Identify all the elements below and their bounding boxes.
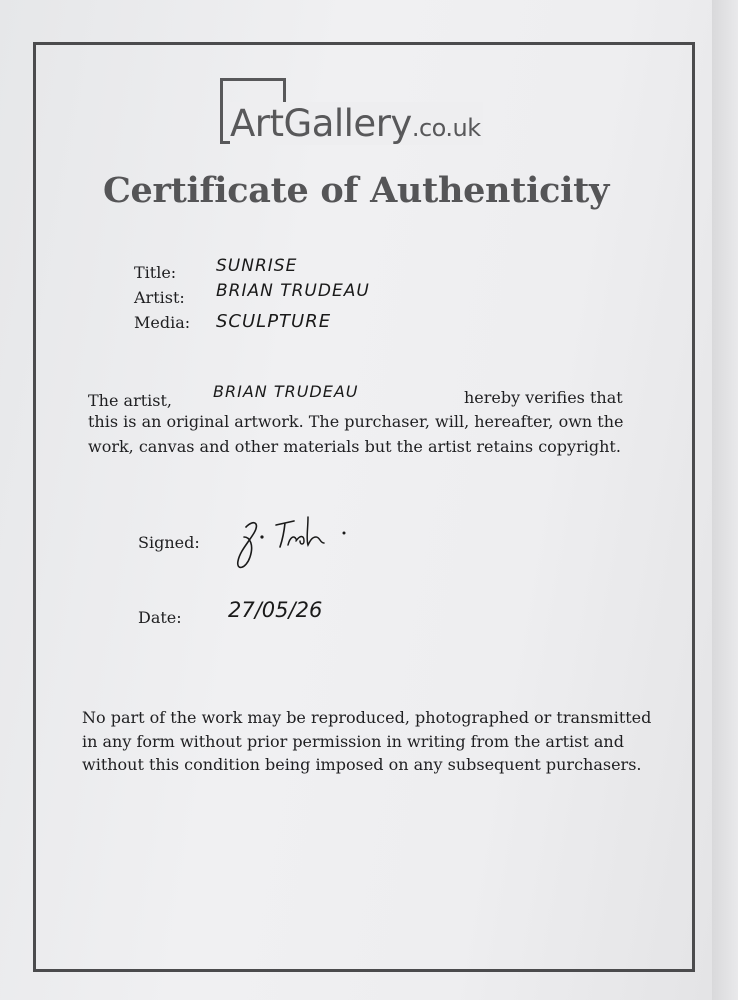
- verification-artist: BRIAN TRUDEAU: [213, 382, 359, 401]
- artgallery-logo: [220, 78, 520, 153]
- verification-suffix: hereby verifies that: [464, 388, 623, 407]
- title-value: SUNRISE: [216, 256, 298, 276]
- signed-label: Signed:: [138, 533, 200, 552]
- date-value: 27/05/26: [228, 598, 323, 622]
- artist-value: BRIAN TRUDEAU: [216, 281, 370, 301]
- date-label: Date:: [138, 608, 182, 627]
- media-value: SCULPTURE: [216, 311, 332, 332]
- logo-suffix: .co.uk: [411, 114, 481, 142]
- media-label: Media:: [134, 313, 191, 332]
- verification-prefix: The artist,: [88, 391, 172, 410]
- logo-name: ArtGallery: [230, 102, 412, 145]
- disclaimer-line-2: in any form without prior permission in writing from the artist and: [82, 732, 624, 751]
- paper-edge: [712, 0, 738, 1000]
- artist-label: Artist:: [134, 288, 185, 307]
- title-label: Title:: [134, 263, 177, 282]
- verification-line-3: work, canvas and other materials but the artist retains copyright.: [88, 437, 621, 456]
- disclaimer-line-3: without this condition being imposed on any subsequent purchasers.: [82, 755, 642, 774]
- signature-mark: [230, 507, 360, 577]
- disclaimer-line-1: No part of the work may be reproduced, photographed or transmitted: [82, 708, 652, 727]
- verification-line-2: this is an original artwork. The purchaser, will, hereafter, own the: [88, 412, 624, 431]
- page-title: Certificate of Authenticity: [103, 170, 609, 211]
